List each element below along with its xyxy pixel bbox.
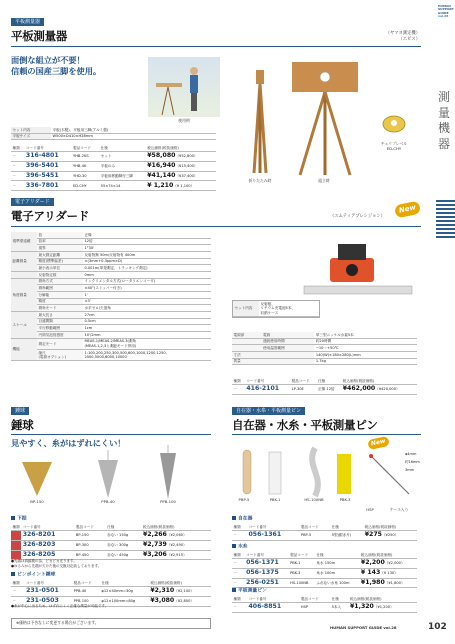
item-label: PBP-5 xyxy=(238,497,250,502)
spec-row xyxy=(11,278,211,285)
spec-value: 0mm xyxy=(83,272,211,279)
section-title-alidade: 電子アリダード xyxy=(11,209,89,223)
spec-key: 縮尺 (電源オプション) xyxy=(37,349,83,360)
sidebar xyxy=(436,0,455,644)
set-box xyxy=(232,300,320,318)
spec-row xyxy=(11,258,211,265)
price-table-jizaiki xyxy=(232,524,417,541)
page-number: 102 xyxy=(428,622,447,632)
spec-value: 1cm xyxy=(83,325,211,332)
section-title-plumb: 錘球 xyxy=(11,418,34,432)
spec-value: 1°30' xyxy=(83,245,211,252)
spec-key: 倍率 xyxy=(37,238,83,245)
table-header: 種類 コード番号 製品コード 仕様 税込価格(税抜価格) xyxy=(11,580,211,586)
spec-row xyxy=(11,272,211,279)
power-row xyxy=(232,345,417,352)
usage-photo-caption: 使用例 xyxy=(178,118,190,123)
spec-row xyxy=(11,265,211,272)
new-badge: New xyxy=(394,201,421,219)
tripod-assembled-label: 組立時 xyxy=(318,178,330,183)
spec-value: 12倍 xyxy=(83,238,211,245)
spec-row xyxy=(11,332,211,339)
power-group xyxy=(232,338,262,345)
spec-value: インクリメンタル方式(ロータリエンコーダ) xyxy=(83,278,211,285)
plumb-bob-bp150-image xyxy=(20,458,54,498)
section-tag-heiban: 平板測量器 xyxy=(11,18,44,26)
maker-heiban: （ヤマヨ測定機） （エビス） xyxy=(385,31,420,42)
section-tag-plumb: 錘球 xyxy=(11,407,29,415)
spec-value: 1:100,200,250,300,500,600,1000,1200,1250, 2500,5000,6000,10000 xyxy=(83,349,211,360)
power-table xyxy=(232,332,417,365)
surveyor-icon xyxy=(148,57,220,117)
spec-row xyxy=(11,298,211,305)
price-table-heiban-pin xyxy=(232,596,417,613)
table-row: － 256-0251 HS-100NB ふれない水糸 100m ¥1,980（¥1,800） xyxy=(232,578,417,588)
spec-key: 測定モード xyxy=(37,338,83,349)
power-value: 140(W)×180×280(L)mm xyxy=(314,352,417,359)
item-label: PBK-1 xyxy=(269,497,281,502)
spec-key: 視界 xyxy=(37,245,83,252)
tripod-folded-label: 折りたたみ時 xyxy=(248,178,272,183)
table-header: 種類 コード番号 製品コード 仕様 税込価格(税抜価格) xyxy=(232,378,417,384)
rule xyxy=(11,226,421,227)
category-pinpoint: ピンポイント錘球 xyxy=(11,572,55,578)
category-mizuito: 水糸 xyxy=(232,544,248,550)
item-label: PPB-40 xyxy=(101,499,115,504)
spec-value: 水平ゼロ/天頂角 xyxy=(83,305,211,312)
section-tag-alidade: 電子アリダード xyxy=(11,198,54,206)
sidebar-category: 測量機器 xyxy=(438,90,451,151)
spec-row xyxy=(11,292,211,299)
item-label: HSP xyxy=(366,507,374,512)
spec-key: 最小表示単位 xyxy=(37,265,83,272)
table-row: － 056-1375 PBK-3 糸水 100m ¥ 143（¥ 130） xyxy=(232,568,417,578)
mizuito-pbk1-image xyxy=(265,448,285,498)
spec-key: 測角範囲 xyxy=(37,285,83,292)
spec-value: 10'/2mm xyxy=(83,332,211,339)
mizuito-hs100nb-image xyxy=(300,446,330,498)
spec-key: 平行移動範囲 xyxy=(37,325,83,332)
power-value: 単三型ニッケル水素5本 xyxy=(314,332,417,338)
table-row: － 056-1361 PBP-5 5型(銀赤片) ¥275（¥250） xyxy=(232,530,417,540)
spec-table-alidade xyxy=(11,232,211,361)
price-table-sagefuri xyxy=(11,524,211,560)
cherry-level-image xyxy=(380,110,408,140)
catchphrase-heiban: 面倒な組立が不要！ 信頼の国産三脚を使用。 xyxy=(11,55,102,77)
table-row: － 316-4801 YHB-2KS セット ¥58,080（¥52,800） xyxy=(11,151,216,161)
power-key: 連続使用時間 xyxy=(262,338,315,345)
note: ●先端は真鍮製の為、ピカピカ光ります。 xyxy=(11,559,77,563)
spec-key: 反射物定数 xyxy=(37,272,83,279)
jizaiki-image xyxy=(235,448,259,498)
spec-key: 分解能 xyxy=(37,292,83,299)
section-tag-pins: 自在器・水糸・平板測量ピン xyxy=(232,407,305,415)
spec-value: 0.5cm xyxy=(83,318,211,325)
price-notice: ※価格は予告なしに変更する場合がございます。 xyxy=(11,618,211,629)
price-table-alidade xyxy=(232,378,417,395)
spec-key: 円筒気泡管感度 xyxy=(37,332,83,339)
spec-row xyxy=(11,338,211,349)
spec-value: 0.001m(単発測定、トラッキング測定) xyxy=(83,265,211,272)
table-header: 種類 コード番号 製品コード 仕様 税込価格(税抜価格) xyxy=(11,524,211,530)
catchphrase-plumb: 見やすく、糸がはずれにくい！ xyxy=(11,438,126,448)
table-row: － 416-2101 LP-30E 正像 12倍 ¥462,000（¥420,000） xyxy=(232,384,417,394)
new-badge: New xyxy=(367,436,389,450)
category-heiban-pin: 平板測量ピン xyxy=(232,588,267,594)
spec-row: セット内容 平板(木製)、平板用三脚(アルミ製) xyxy=(11,127,216,133)
spec-key: 精度(標準偏差) xyxy=(37,258,83,265)
power-group: 質量 xyxy=(232,358,262,365)
mizuito-pbk3-image xyxy=(334,452,354,496)
spec-row xyxy=(11,238,211,245)
spec-row xyxy=(11,252,211,259)
table-row: － 336-7801 ED-CHY 55×74×14 ¥ 1,210（¥ 1,100） xyxy=(11,181,216,191)
spec-row xyxy=(11,318,211,325)
table-header: 種類 コード番号 製品コード 仕様 税込価格(税抜価格) xyxy=(232,596,417,602)
table-row: － 396-5451 YHD-30 平板用移動脚付三脚 ¥41,140（¥37,400） xyxy=(11,171,216,181)
plumb-bob-ppb40-image xyxy=(88,450,128,500)
spec-value: 1' xyxy=(83,292,211,299)
table-header: 種類 コード番号 製品コード 仕様 税込価格(税抜価格) xyxy=(232,524,417,530)
spec-row xyxy=(11,312,211,319)
spec-table-heiban xyxy=(11,127,216,140)
pin-image xyxy=(365,450,415,500)
spec-group: 角度測量 xyxy=(11,278,37,311)
power-value: 約20時間 xyxy=(314,338,417,345)
cherry-level-label: チェリプレベル ED-CHY xyxy=(380,141,408,151)
pin-dim: 3mm xyxy=(405,468,415,472)
power-group: 電源部 xyxy=(232,332,262,338)
spec-row xyxy=(11,349,211,360)
spec-value: MEAS.1/MEAS.2/MEAS.3(測角 (MEAS.1,2,3と測距モード併用) xyxy=(83,338,211,349)
spec-key: 精度 xyxy=(37,298,83,305)
spec-key: 目盛間隔 xyxy=(37,318,83,325)
category-jizaiki: 自在器 xyxy=(232,516,252,522)
section-title-heiban: 平板測量器 xyxy=(11,29,67,43)
spec-value: 反射物無 50m/反射物有 400m xyxy=(83,252,211,259)
spec-value: ±3' xyxy=(83,298,211,305)
power-key: 電源 xyxy=(262,332,315,338)
spec-value: 正像 xyxy=(83,232,211,238)
power-key xyxy=(262,358,315,365)
tripod-folded-image xyxy=(230,68,290,178)
power-group xyxy=(232,345,262,352)
price-table-pinpoint xyxy=(11,580,211,607)
price-table-mizuito xyxy=(232,552,417,588)
spec-row: 平板サイズ W500×D410×H28mm xyxy=(11,133,216,140)
power-row xyxy=(232,358,417,365)
power-group: 寸法 xyxy=(232,352,262,359)
price-table-heiban xyxy=(11,145,216,191)
sidebar-stripes xyxy=(436,198,455,238)
table-row: 326-8201 BP-150 赤ない 150g ¥2,266（¥2,060） xyxy=(11,530,211,540)
spec-group: 視準望遠鏡 xyxy=(11,232,37,252)
item-label: PBK-3 xyxy=(339,497,351,502)
spec-value: ±40°(ストッパー付き) xyxy=(83,285,211,292)
spec-key: 最大長さ xyxy=(37,312,83,319)
spec-row xyxy=(11,245,211,252)
power-key: 使用温度範囲 xyxy=(262,345,315,352)
note: ●ゆるみから先端が欠けた後の交換対応致しております。 xyxy=(11,564,102,568)
table-header: 種類 コード番号 製品コード 仕様 税込価格(税抜価格) xyxy=(11,145,216,151)
spec-key: 測角方式 xyxy=(37,278,83,285)
power-key xyxy=(262,352,315,359)
item-label: HS-100NB xyxy=(304,497,324,502)
table-row: － 396-5401 YHB-4K 平板のみ ¥16,940（¥15,400） xyxy=(11,161,216,171)
sidebar-brand: HUMAN SUPPORT GUIDE vol.28 xyxy=(438,4,454,19)
table-row: － 056-1371 PBK-1 糸水 150m ¥2,200（¥2,000） xyxy=(232,558,417,568)
table-header: 種類 コード番号 製品コード 仕様 税込価格(税抜価格) xyxy=(232,552,417,558)
spec-key: 倍 xyxy=(37,232,83,238)
maker-alidade: （エムティアプレシジョン） xyxy=(330,214,385,219)
pin-dim: φ4mm xyxy=(405,452,417,456)
tripod-assembled-image xyxy=(290,60,360,180)
footer-guide: HUMAN SUPPORT GUIDE vol.28 xyxy=(330,625,397,630)
power-value: 1.7kg xyxy=(314,358,417,365)
table-row: － 406-8851 HSP 5本入 ¥1,320（¥1,200） xyxy=(232,602,417,612)
alidade-image xyxy=(298,236,418,308)
item-label: ケース入り xyxy=(389,507,409,512)
power-row xyxy=(232,338,417,345)
spec-row xyxy=(11,285,211,292)
rule xyxy=(11,434,211,435)
spec-group xyxy=(11,272,37,279)
table-row: － 231-0501 PPB-40 φ12×40mm=30g ¥2,310（¥2,100） xyxy=(11,586,211,596)
plumb-bob-ppb100-image xyxy=(148,445,188,500)
power-value: −10〜+50℃ xyxy=(314,345,417,352)
rule xyxy=(232,434,421,435)
note: ●糸が中心に出るため、はずれにくく正確な測量が可能です。 xyxy=(11,604,109,608)
spec-value: ±(3mm+0.3ppm×D) xyxy=(83,258,211,265)
table-row: － 231-0503 PPB-100 φ12×100mm=80g ¥3,080（¥2,800） xyxy=(11,596,211,606)
table-row: 326-8205 BP-450 赤ない 450g ¥3,206（¥2,915） xyxy=(11,550,211,560)
spec-group: 距離測量 xyxy=(11,252,37,272)
spec-row xyxy=(11,325,211,332)
spec-group: 機能 xyxy=(11,338,37,360)
spec-value: 27cm xyxy=(83,312,211,319)
power-row xyxy=(232,352,417,359)
pin-dim: 約16mm xyxy=(405,460,420,464)
spec-row xyxy=(11,305,211,312)
spec-key: 測角モード xyxy=(37,305,83,312)
rule xyxy=(11,46,421,47)
item-label: BP-150 xyxy=(30,499,44,504)
set-row: セット内容 反射板、 リチウム充電池5本、 収納ケース xyxy=(233,301,319,316)
table-row: 326-8203 BP-300 赤ない 300g ¥2,739（¥2,490） xyxy=(11,540,211,550)
spec-group: スケール xyxy=(11,312,37,339)
usage-photo xyxy=(148,57,220,117)
item-label: PPB-100 xyxy=(160,499,176,504)
category-sagefuri: 下振 xyxy=(11,516,27,522)
section-title-pins: 自在器・水糸・平板測量ピン xyxy=(232,418,378,432)
spec-key: 最大測定距離 xyxy=(37,252,83,259)
